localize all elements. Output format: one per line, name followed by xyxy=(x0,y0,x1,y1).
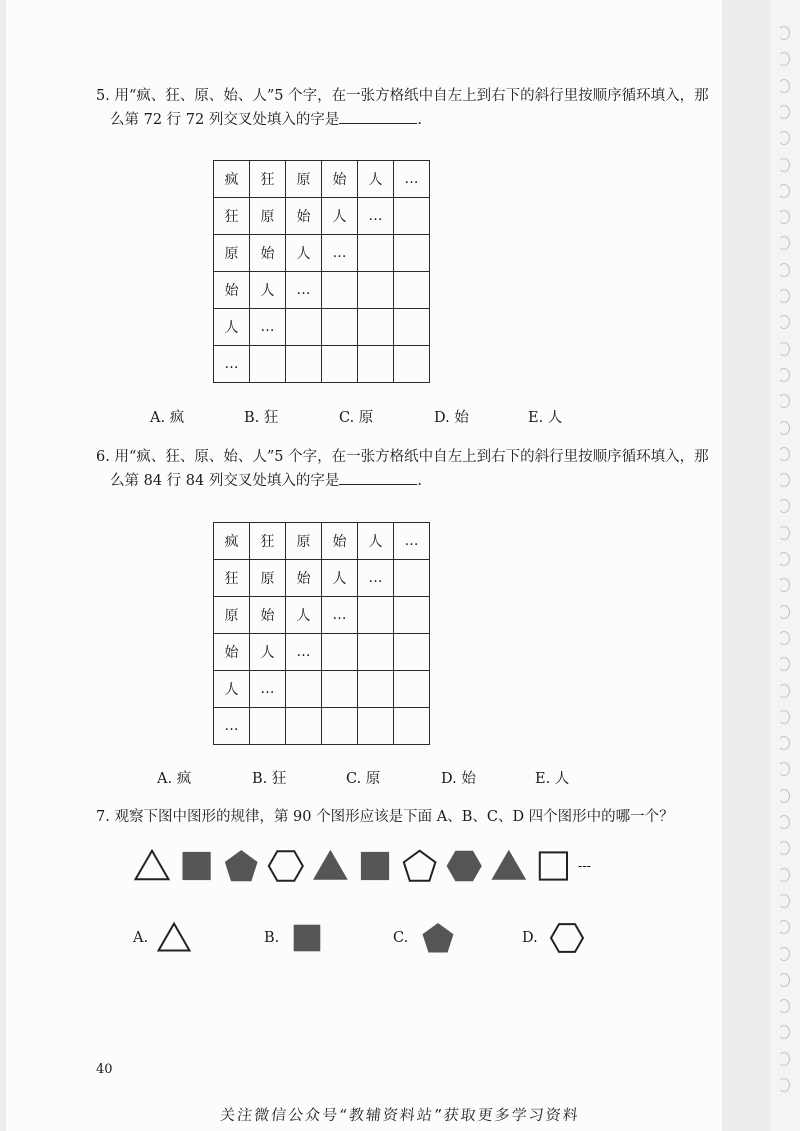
grid-cell: 始 xyxy=(214,272,250,309)
hexagon-outline-shape xyxy=(269,851,303,880)
q7-option-b-label[interactable]: B. xyxy=(264,930,280,946)
grid-cell: … xyxy=(286,634,322,671)
q6-option-e[interactable]: E. 人 xyxy=(535,771,570,787)
grid-cell: … xyxy=(322,235,358,272)
grid-cell: … xyxy=(394,523,430,560)
question-5-line-1: 5. 用“疯、狂、原、始、人”5 个字，在一张方格纸中自左上到右下的斜行里按顺序循环填入，那 xyxy=(96,88,709,104)
binding-ring xyxy=(778,526,790,540)
binding-ring xyxy=(778,762,790,776)
triangle-outline-shape xyxy=(136,851,169,880)
grid-row xyxy=(214,235,430,272)
binding-ring xyxy=(778,394,790,408)
binding-ring xyxy=(778,815,790,829)
binding-ring xyxy=(778,473,790,487)
grid-cell xyxy=(322,346,358,383)
binding-ring xyxy=(778,210,790,224)
q5-option-a[interactable]: A. 疯 xyxy=(150,410,185,426)
answer-blank xyxy=(339,108,417,124)
grid-cell xyxy=(358,309,394,346)
q6-option-d[interactable]: D. 始 xyxy=(441,771,476,787)
grid-row xyxy=(214,597,430,634)
grid-cell: 人 xyxy=(286,235,322,272)
grid-cell xyxy=(322,634,358,671)
grid-cell: 原 xyxy=(214,597,250,634)
binding-ring xyxy=(778,973,790,987)
grid-cell xyxy=(394,309,430,346)
binding-ring xyxy=(778,342,790,356)
pentagon-outline-shape xyxy=(404,851,436,881)
q5-option-b[interactable]: B. 狂 xyxy=(244,410,279,426)
grid-row xyxy=(214,309,430,346)
grid-cell xyxy=(394,346,430,383)
grid-cell xyxy=(250,346,286,383)
grid-cell: 人 xyxy=(358,161,394,198)
grid-cell: … xyxy=(322,597,358,634)
grid-row xyxy=(214,272,430,309)
binding-ring xyxy=(778,1025,790,1039)
grid-cell: 始 xyxy=(214,634,250,671)
grid-cell: 原 xyxy=(286,523,322,560)
binding-ring xyxy=(778,710,790,724)
q7-option-d-label[interactable]: D. xyxy=(522,930,538,946)
q5-option-c[interactable]: C. 原 xyxy=(339,410,374,426)
grid-cell xyxy=(358,634,394,671)
grid-row xyxy=(214,161,430,198)
grid-cell xyxy=(394,272,430,309)
binding-ring xyxy=(778,315,790,329)
grid-cell xyxy=(322,309,358,346)
grid-cell: 始 xyxy=(250,235,286,272)
grid-cell: … xyxy=(394,161,430,198)
square-filled-shape xyxy=(361,852,388,879)
binding-ring xyxy=(778,684,790,698)
hexagon-filled-shape xyxy=(447,851,481,880)
grid-row xyxy=(214,523,430,560)
question-7-text: 7. 观察下图中图形的规律，第 90 个图形应该是下面 A、B、C、D 四个图形中的哪一个？ xyxy=(96,809,674,825)
grid-cell: 人 xyxy=(358,523,394,560)
shape-sequence xyxy=(130,845,600,887)
q7-option-a-label[interactable]: A. xyxy=(133,930,149,946)
grid-row xyxy=(214,708,430,745)
binding-ring xyxy=(778,552,790,566)
binding-ring xyxy=(778,263,790,277)
question-5-line-2-text: 么第 72 行 72 列交叉处填入的字是 xyxy=(110,112,340,128)
q7-option-d-shape[interactable] xyxy=(546,920,588,956)
binding-ring xyxy=(778,578,790,592)
grid-cell: … xyxy=(358,560,394,597)
q5-option-e[interactable]: E. 人 xyxy=(528,410,563,426)
grid-cell xyxy=(394,634,430,671)
grid-cell xyxy=(286,309,322,346)
grid-cell xyxy=(394,198,430,235)
binding-ring xyxy=(778,26,790,40)
grid-cell xyxy=(322,671,358,708)
grid-cell: 始 xyxy=(286,560,322,597)
q7-option-c-shape[interactable] xyxy=(417,920,459,956)
grid-cell: 狂 xyxy=(250,161,286,198)
footer-watermark: 关注微信公众号“教辅资料站”获取更多学习资料 xyxy=(219,1106,581,1124)
binding-ring xyxy=(778,52,790,66)
grid-cell: 原 xyxy=(214,235,250,272)
question-6-end: . xyxy=(417,473,422,489)
grid-cell: … xyxy=(358,198,394,235)
triangle-filled-shape xyxy=(314,851,347,880)
grid-cell: … xyxy=(250,671,286,708)
grid-row xyxy=(214,671,430,708)
binding-ring xyxy=(778,289,790,303)
grid-cell: 人 xyxy=(286,597,322,634)
q5-option-d[interactable]: D. 始 xyxy=(434,410,469,426)
grid-cell: 人 xyxy=(322,560,358,597)
grid-cell xyxy=(358,272,394,309)
grid-cell xyxy=(358,597,394,634)
question-5-grid xyxy=(213,160,430,383)
binding-ring xyxy=(778,920,790,934)
grid-cell xyxy=(250,708,286,745)
question-5-end: . xyxy=(417,112,422,128)
pentagon-filled-shape xyxy=(423,924,453,952)
page-number: 40 xyxy=(96,1062,113,1077)
grid-cell xyxy=(286,346,322,383)
grid-cell: 人 xyxy=(250,272,286,309)
binding-ring xyxy=(778,184,790,198)
binding-ring xyxy=(778,79,790,93)
q7-option-b-shape[interactable] xyxy=(286,920,328,956)
grid-cell xyxy=(286,708,322,745)
binding-ring xyxy=(778,499,790,513)
grid-cell xyxy=(394,235,430,272)
binding-ring xyxy=(778,105,790,119)
grid-cell: 狂 xyxy=(214,560,250,597)
grid-row xyxy=(214,346,430,383)
binding-ring xyxy=(778,605,790,619)
grid-cell: 狂 xyxy=(214,198,250,235)
grid-cell xyxy=(358,671,394,708)
answer-blank xyxy=(339,469,417,485)
binding-ring xyxy=(778,236,790,250)
grid-cell xyxy=(358,346,394,383)
grid-cell xyxy=(322,708,358,745)
grid-cell: 始 xyxy=(322,523,358,560)
grid-cell: 疯 xyxy=(214,523,250,560)
grid-cell xyxy=(394,560,430,597)
grid-cell xyxy=(394,671,430,708)
grid-cell xyxy=(394,708,430,745)
binding-ring xyxy=(778,789,790,803)
binding-ring xyxy=(778,1078,790,1092)
binding-ring xyxy=(778,131,790,145)
sequence-continuation: --- xyxy=(578,859,591,873)
binding-ring xyxy=(778,999,790,1013)
grid-row xyxy=(214,634,430,671)
grid-cell: 始 xyxy=(286,198,322,235)
question-5-line-2 xyxy=(96,108,726,132)
question-6-line-2 xyxy=(96,469,726,493)
grid-cell: … xyxy=(250,309,286,346)
square-filled-shape xyxy=(294,925,320,951)
grid-cell xyxy=(394,597,430,634)
question-6-line-1: 6. 用“疯、狂、原、始、人”5 个字，在一张方格纸中自左上到右下的斜行里按顺序循环填入，那 xyxy=(96,449,709,465)
grid-cell: 人 xyxy=(250,634,286,671)
binding-ring xyxy=(778,447,790,461)
triangle-filled-shape xyxy=(492,851,525,880)
grid-cell: 狂 xyxy=(250,523,286,560)
binding-ring xyxy=(778,947,790,961)
question-6 xyxy=(96,445,726,493)
grid-cell xyxy=(358,235,394,272)
binding-ring xyxy=(778,368,790,382)
grid-cell: 人 xyxy=(214,671,250,708)
grid-cell: 疯 xyxy=(214,161,250,198)
question-6-line-2-text: 么第 84 行 84 列交叉处填入的字是 xyxy=(110,473,340,489)
grid-cell: 始 xyxy=(250,597,286,634)
binding-ring xyxy=(778,657,790,671)
grid-cell: … xyxy=(214,346,250,383)
square-filled-shape xyxy=(183,852,210,879)
question-5 xyxy=(96,84,726,132)
grid-cell: … xyxy=(214,708,250,745)
question-7 xyxy=(96,805,726,829)
grid-cell xyxy=(322,272,358,309)
grid-cell: 原 xyxy=(250,198,286,235)
grid-cell: … xyxy=(286,272,322,309)
binding-ring xyxy=(778,894,790,908)
square-outline-shape xyxy=(540,852,567,879)
grid-cell: 人 xyxy=(322,198,358,235)
binding-ring xyxy=(778,841,790,855)
q7-option-c-label[interactable]: C. xyxy=(393,930,409,946)
grid-cell xyxy=(358,708,394,745)
binding-ring xyxy=(778,1052,790,1066)
q7-option-a-shape[interactable] xyxy=(153,920,195,956)
grid-cell: 始 xyxy=(322,161,358,198)
grid-cell: 人 xyxy=(214,309,250,346)
question-6-grid xyxy=(213,522,430,745)
q6-option-b[interactable]: B. 狂 xyxy=(252,771,287,787)
binding-ring xyxy=(778,421,790,435)
pentagon-filled-shape xyxy=(225,851,257,881)
grid-cell xyxy=(286,671,322,708)
hexagon-outline-shape xyxy=(551,924,583,952)
grid-row xyxy=(214,198,430,235)
grid-cell: 原 xyxy=(250,560,286,597)
binding-ring xyxy=(778,631,790,645)
spiral-binding xyxy=(770,0,800,1131)
binding-ring xyxy=(778,736,790,750)
triangle-outline-shape xyxy=(159,924,190,951)
q6-option-c[interactable]: C. 原 xyxy=(346,771,381,787)
grid-cell: 原 xyxy=(286,161,322,198)
q6-option-a[interactable]: A. 疯 xyxy=(157,771,192,787)
binding-ring xyxy=(778,868,790,882)
binding-ring xyxy=(778,158,790,172)
grid-row xyxy=(214,560,430,597)
